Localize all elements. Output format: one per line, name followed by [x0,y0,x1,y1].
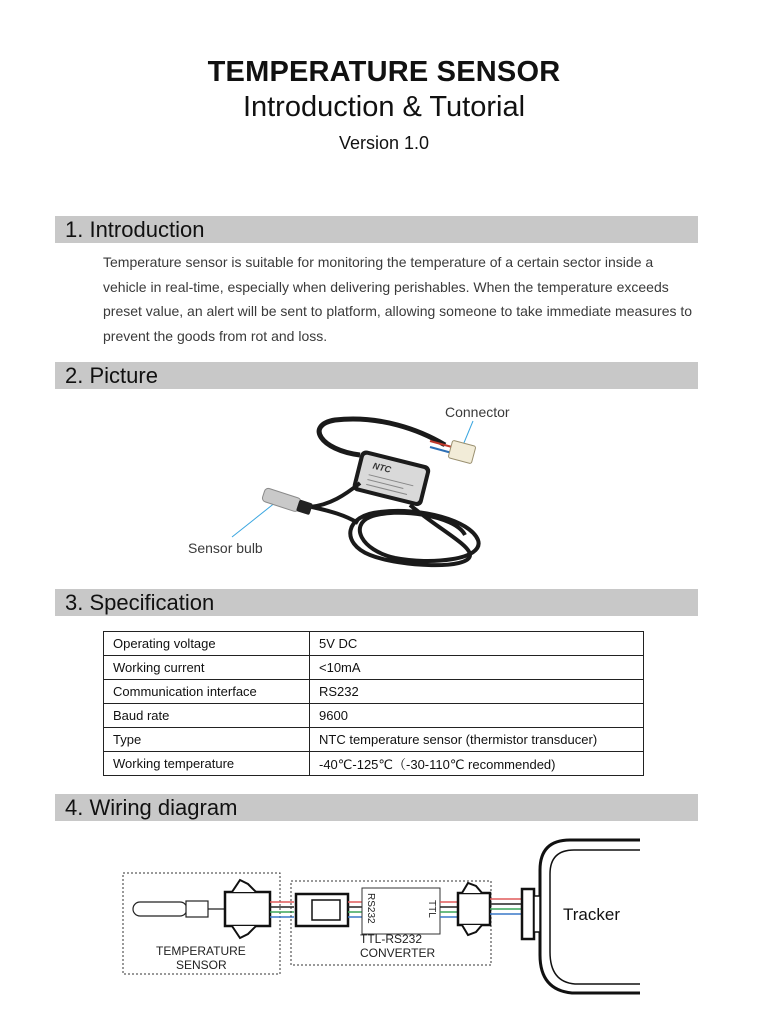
table-row [104,728,644,752]
converter-right-connector [458,893,490,925]
section-header-wiring-diagram [55,794,698,821]
spec-value: <10mA [310,656,644,680]
spec-key: Type [104,728,310,752]
section-header-specification [55,589,698,616]
spec-key: Working current [104,656,310,680]
tracker-port [522,889,534,939]
sensor-product-photo [0,395,768,575]
section-header-introduction [55,216,698,243]
sensor-bulb-callout-label: Sensor bulb [188,540,263,556]
spec-key: Operating voltage [104,632,310,656]
converter-ttl-text: TTL [426,900,437,918]
section-title: 1. Introduction [65,217,205,242]
sensor-connector [225,892,270,926]
table-row [104,632,644,656]
converter-module [351,449,431,507]
spec-key: Working temperature [104,752,310,776]
converter-label-line1: TTL-RS232 [360,932,423,946]
spec-value: NTC temperature sensor (thermistor transducer) [310,728,644,752]
connector-plug [448,440,476,464]
coiled-cable [350,505,478,565]
section-title: 2. Picture [65,363,158,388]
connector-callout-label: Connector [445,404,510,420]
table-row [104,656,644,680]
section-title: 4. Wiring diagram [65,795,238,820]
spec-key: Baud rate [104,704,310,728]
converter-rs232-text: RS232 [365,893,376,924]
document-version: Version 1.0 [338,133,430,153]
spec-value: 5V DC [310,632,644,656]
section-title: 3. Specification [65,590,215,615]
introduction-paragraph: Temperature sensor is suitable for monitoring the temperature of a certain sector inside a vehicle in real-time, especially when delivering perishables. When the temperature exceeds preset value, an alert will be sent to platform, allowing someone to take immediate measures to prevent the goods from rot and loss. [103,254,693,344]
spec-value: -40℃-125℃（-30-110℃ recommended) [310,752,644,776]
tracker-label: Tracker [563,905,620,924]
spec-value: RS232 [310,680,644,704]
sensor-bulb-callout-line [232,502,276,537]
converter-label-line2: CONVERTER [360,946,436,960]
document-subtitle: Introduction & Tutorial [242,91,526,123]
sensor-label-line2: SENSOR [176,958,227,972]
wiring-diagram [0,830,768,1020]
module-logo-text: NTC [371,460,393,475]
spec-value: 9600 [310,704,644,728]
upper-cable [319,419,445,455]
specification-table [103,631,644,776]
probe-icon [133,902,187,916]
table-row [104,680,644,704]
section-header-picture [55,362,698,389]
table-row [104,704,644,728]
document-title: TEMPERATURE SENSOR [207,56,561,88]
spec-key: Communication interface [104,680,310,704]
sensor-bulb [261,487,313,516]
table-row [104,752,644,776]
sensor-label-line1: TEMPERATURE [156,944,246,958]
